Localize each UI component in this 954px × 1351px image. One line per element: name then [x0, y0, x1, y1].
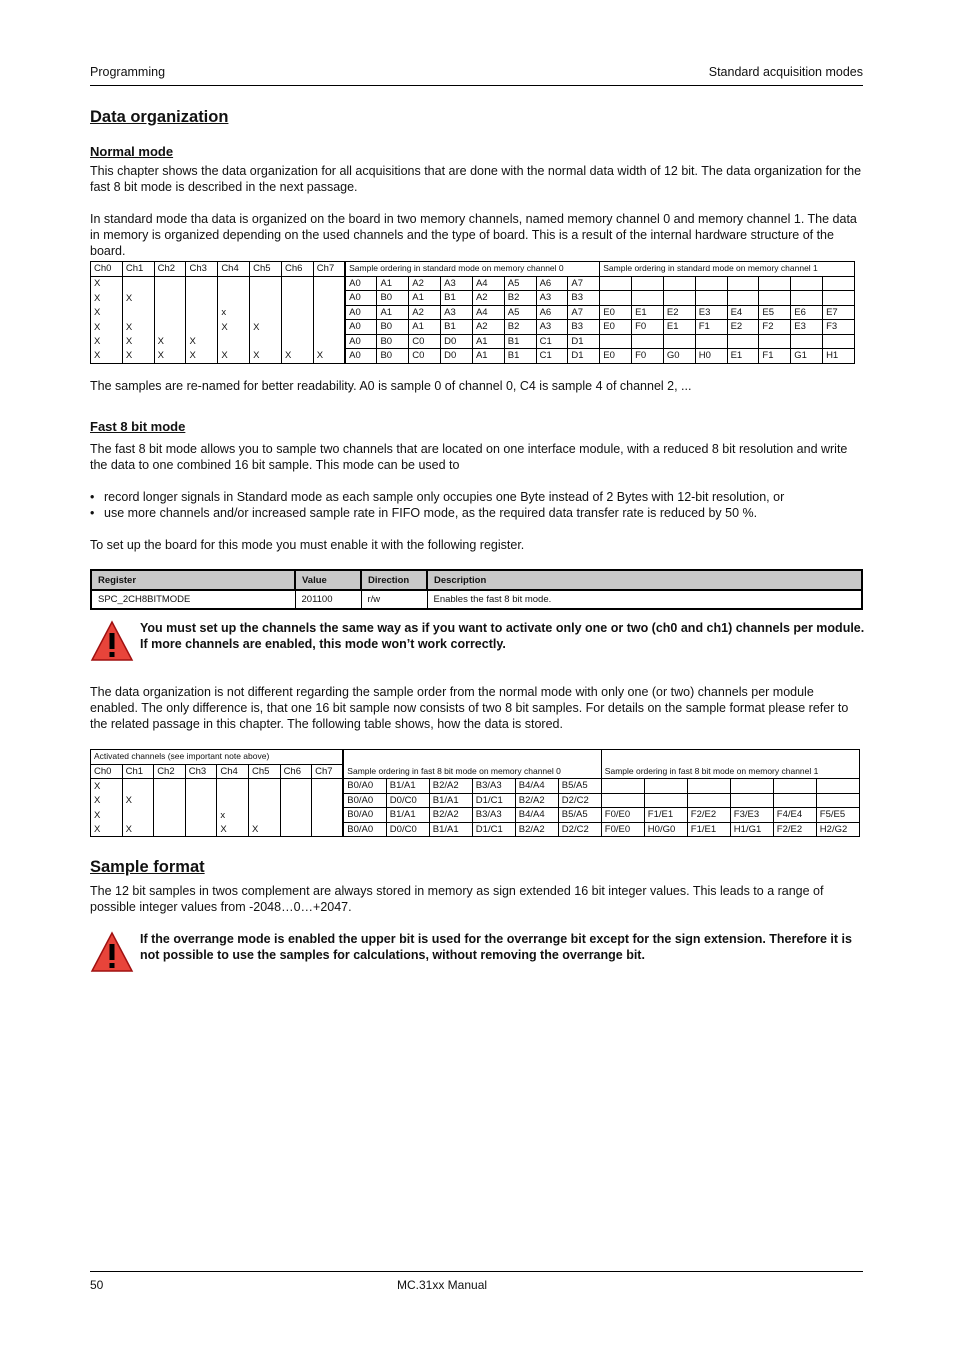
memory-0-cell: D0/C0: [386, 793, 429, 808]
memory-0-cell: B3/A3: [472, 808, 515, 823]
warning-note-overrange: [90, 931, 865, 973]
channel-cell: [217, 779, 249, 794]
memory-1-cell: [695, 334, 727, 349]
channel-cell: [218, 276, 250, 291]
channel-cell: [313, 291, 345, 306]
memory-1-cell: [823, 334, 855, 349]
memory-0-cell: A0: [345, 276, 377, 291]
header-right: Standard acquisition modes: [708, 65, 863, 79]
memory-1-cell: F2: [759, 320, 791, 335]
memory-1-cell: [727, 276, 759, 291]
channel-cell: [154, 276, 186, 291]
memory-1-cell: [791, 291, 823, 306]
memory-1-cell: H0/G0: [644, 822, 687, 837]
memory-1-cell: G0: [663, 349, 695, 364]
table-row: [91, 349, 855, 364]
memory-0-cell: B0/A0: [343, 808, 386, 823]
channel-cell: X: [186, 334, 218, 349]
memory-0-cell: A1: [409, 291, 441, 306]
channel-cell: [154, 291, 186, 306]
memory-1-cell: [730, 779, 773, 794]
memory-1-cell: E0: [600, 320, 632, 335]
channel-cell: X: [154, 349, 186, 364]
register-direction: r/w: [361, 590, 427, 609]
memory-1-cell: E3: [791, 320, 823, 335]
channel-cell: x: [217, 808, 249, 823]
memory-1-cell: H1: [823, 349, 855, 364]
memory-0-cell: A6: [536, 276, 568, 291]
channel-cell: X: [122, 320, 154, 335]
channel-cell: [312, 822, 344, 837]
channel-cell: [281, 276, 313, 291]
memory-1-cell: [601, 793, 644, 808]
memory-1-cell: [600, 291, 632, 306]
memory-1-cell: [632, 291, 664, 306]
channel-cell: X: [91, 320, 123, 335]
channel-cell: [280, 793, 312, 808]
memory-1-cell: [759, 276, 791, 291]
memory-0-cell: B2/A2: [429, 808, 472, 823]
subsection-title-normal-mode: Normal mode: [90, 144, 174, 159]
memory-0-cell: A7: [568, 305, 600, 320]
channel-cell: X: [313, 349, 345, 364]
memory-0-cell: A6: [536, 305, 568, 320]
memory-channel-0-header: Sample ordering in fast 8 bit mode on memory channel 0: [343, 764, 601, 779]
memory-0-cell: B1/A1: [386, 808, 429, 823]
memory-0-cell: B1/A1: [429, 793, 472, 808]
channel-header: Ch4: [217, 764, 249, 779]
channel-header: Ch2: [154, 764, 186, 779]
table-group-header-row: [91, 750, 860, 765]
memory-1-cell: F1/E1: [644, 808, 687, 823]
channel-cell: X: [250, 349, 282, 364]
channel-cell: X: [122, 334, 154, 349]
memory-0-cell: A0: [345, 305, 377, 320]
memory-1-cell: [727, 291, 759, 306]
channel-cell: [122, 276, 154, 291]
memory-0-cell: A0: [345, 320, 377, 335]
channel-cell: X: [91, 276, 123, 291]
register-table: [90, 569, 863, 610]
channel-cell: X: [91, 793, 123, 808]
paragraph-sample-format: The 12 bit samples in twos complement are always stored in memory as sign extended 16 bit integer values. This leads to a range of possible integer values from -2048…0…+2047.: [90, 884, 824, 914]
channel-cell: X: [250, 320, 282, 335]
table-row: [91, 808, 860, 823]
memory-1-cell: E2: [663, 305, 695, 320]
register-header-value: Value: [295, 570, 361, 590]
memory-0-cell: D2/C2: [558, 822, 601, 837]
channel-header: Ch1: [122, 262, 154, 277]
channel-cell: X: [122, 793, 154, 808]
channel-cell: X: [154, 334, 186, 349]
channel-cell: [248, 793, 280, 808]
channel-cell: [281, 305, 313, 320]
channel-header: Ch6: [280, 764, 312, 779]
header-left: Programming: [90, 65, 166, 79]
warning-triangle-icon: [90, 620, 134, 662]
memory-0-cell: D1/C1: [472, 793, 515, 808]
table-header-row: [91, 764, 860, 779]
channel-cell: X: [91, 349, 123, 364]
channel-cell: [186, 320, 218, 335]
channel-cell: [281, 291, 313, 306]
memory-0-cell: A3: [536, 291, 568, 306]
channel-cell: [312, 779, 344, 794]
channel-cell: [185, 779, 217, 794]
memory-0-cell: B1: [504, 349, 536, 364]
memory-0-cell: A3: [441, 276, 473, 291]
memory-0-cell: B0/A0: [343, 793, 386, 808]
memory-1-cell: [644, 793, 687, 808]
memory-1-cell: E3: [695, 305, 727, 320]
memory-1-cell: [601, 779, 644, 794]
memory-0-cell: D1/C1: [472, 822, 515, 837]
memory-1-cell: [632, 334, 664, 349]
table-row: [91, 320, 855, 335]
channel-cell: X: [122, 291, 154, 306]
memory-1-cell: [823, 276, 855, 291]
memory-0-cell: A0: [345, 349, 377, 364]
memory-1-cell: F2/E2: [773, 822, 816, 837]
memory-1-cell: [727, 334, 759, 349]
channel-cell: X: [91, 822, 123, 837]
channel-cell: [250, 334, 282, 349]
paragraph-fast-data-organization: The data organization is not different regarding the sample order from the normal mode with only one (or two) channels per module enabled. The only difference is, that one 16 bit sample now consists of two 8 bit samples. For details on the sample format please refer to the related passage in this chapter. The following table shows, how the data is stored.: [90, 685, 849, 731]
page-footer: [90, 1271, 863, 1292]
register-header-direction: Direction: [361, 570, 427, 590]
channel-cell: [122, 779, 154, 794]
channel-cell: [185, 822, 217, 837]
paragraph-intro: This chapter shows the data organization for all acquisitions that are done with the normal data width of 12 bit. The data organization for the fast 8 bit mode is described in the next passage.: [90, 164, 862, 194]
channel-cell: [280, 808, 312, 823]
memory-1-cell: [759, 291, 791, 306]
channel-cell: [185, 808, 217, 823]
memory-1-cell: E5: [759, 305, 791, 320]
subsection-title-fast-8bit: Fast 8 bit mode: [90, 419, 186, 434]
memory-0-cell: D2/C2: [558, 793, 601, 808]
channel-cell: [186, 276, 218, 291]
memory-1-cell: H2/G2: [816, 822, 859, 837]
memory-1-cell: [695, 291, 727, 306]
channel-cell: [154, 793, 186, 808]
memory-1-cell: F4/E4: [773, 808, 816, 823]
memory-0-cell: B0/A0: [343, 779, 386, 794]
channel-cell: X: [91, 305, 123, 320]
memory-1-cell: E6: [791, 305, 823, 320]
memory-1-cell: G1: [791, 349, 823, 364]
memory-1-cell: E1: [663, 320, 695, 335]
channel-cell: X: [91, 808, 123, 823]
table-row: [91, 822, 860, 837]
list-item: • record longer signals in Standard mode as each sample only occupies one Byte instead of 2 Bytes with 12-bit resolution, or: [90, 489, 865, 505]
channel-cell: [154, 822, 186, 837]
memory-1-cell: E0: [600, 349, 632, 364]
memory-1-cell: [663, 334, 695, 349]
memory-0-cell: A2: [409, 305, 441, 320]
memory-0-cell: B4/A4: [515, 779, 558, 794]
channel-header: Ch0: [91, 262, 123, 277]
memory-1-cell: F5/E5: [816, 808, 859, 823]
memory-1-cell: [600, 276, 632, 291]
memory-1-cell: [663, 291, 695, 306]
memory-0-cell: C0: [409, 349, 441, 364]
memory-1-cell: F3/E3: [730, 808, 773, 823]
memory-1-cell: [816, 793, 859, 808]
channel-cell: X: [122, 349, 154, 364]
memory-1-cell: [791, 276, 823, 291]
memory-0-cell: B0: [377, 334, 409, 349]
memory-0-cell: B0: [377, 349, 409, 364]
memory-1-cell: H0: [695, 349, 727, 364]
memory-1-cell: [816, 779, 859, 794]
channel-cell: X: [218, 320, 250, 335]
table-row: [91, 779, 860, 794]
page-number: 50: [90, 1278, 104, 1292]
table-row: [91, 334, 855, 349]
paragraph-renaming: The samples are re-named for better readability. A0 is sample 0 of channel 0, C4 is sample 4 of channel 2, ...: [90, 379, 692, 393]
table-row: [91, 291, 855, 306]
memory-0-cell: D1: [568, 349, 600, 364]
memory-0-cell: B2/A2: [515, 822, 558, 837]
memory-1-cell: [663, 276, 695, 291]
memory-0-cell: B0: [377, 291, 409, 306]
warning-text: You must set up the channels the same way as if you want to activate only one or two (ch0 and ch1) channels per module. If more channels are enabled, this mode won’t work correctly.: [140, 621, 865, 651]
memory-0-cell: B1: [504, 334, 536, 349]
memory-0-cell: B2: [504, 291, 536, 306]
register-description: Enables the fast 8 bit mode.: [427, 590, 862, 609]
channel-header: Ch3: [185, 764, 217, 779]
memory-1-cell: F2/E2: [687, 808, 730, 823]
channel-cell: [154, 320, 186, 335]
channel-cell: x: [218, 305, 250, 320]
list-item: • use more channels and/or increased sample rate in FIFO mode, as the required data transfer rate is reduced by 50 %.: [90, 505, 865, 521]
channel-cell: [250, 276, 282, 291]
channel-cell: [218, 291, 250, 306]
warning-text: If the overrange mode is enabled the upper bit is used for the overrange bit except for the sign extension. Therefore it is not possible to use the samples for calculations, without removing the overrange bit.: [140, 932, 852, 962]
channel-cell: [312, 808, 344, 823]
channel-cell: X: [122, 822, 154, 837]
channel-header: Ch2: [154, 262, 186, 277]
channel-header: Ch5: [248, 764, 280, 779]
memory-0-cell: D1: [568, 334, 600, 349]
memory-0-cell: A1: [409, 320, 441, 335]
warning-triangle-icon: [90, 931, 134, 973]
memory-channel-1-header: Sample ordering in standard mode on memory channel 1: [600, 262, 855, 277]
memory-1-cell: F0: [632, 349, 664, 364]
memory-1-cell: F1: [695, 320, 727, 335]
memory-0-cell: B1/A1: [429, 822, 472, 837]
channel-cell: [154, 808, 186, 823]
memory-0-cell: A2: [409, 276, 441, 291]
memory-0-cell: B3: [568, 291, 600, 306]
activated-channels-header: Activated channels (see important note above): [91, 750, 344, 765]
fast-mode-ordering-table: [90, 749, 860, 837]
memory-0-cell: A1: [472, 334, 504, 349]
channel-cell: X: [91, 779, 123, 794]
channel-header: Ch5: [250, 262, 282, 277]
memory-0-cell: C1: [536, 334, 568, 349]
memory-0-cell: A1: [377, 305, 409, 320]
channel-cell: [154, 305, 186, 320]
memory-0-cell: A7: [568, 276, 600, 291]
table-header-row: [91, 262, 855, 277]
section-title-data-organization: Data organization: [90, 108, 229, 126]
memory-0-cell: D0: [441, 334, 473, 349]
memory-0-cell: B0/A0: [343, 822, 386, 837]
memory-channel-1-header: Sample ordering in fast 8 bit mode on memory channel 1: [601, 764, 859, 779]
memory-0-cell: A3: [441, 305, 473, 320]
channel-cell: X: [91, 334, 123, 349]
channel-cell: [122, 305, 154, 320]
channel-cell: [313, 305, 345, 320]
memory-1-cell: [687, 779, 730, 794]
memory-0-cell: A4: [472, 305, 504, 320]
memory-1-cell: [823, 291, 855, 306]
memory-1-cell: [759, 334, 791, 349]
memory-1-cell: E1: [727, 349, 759, 364]
memory-0-cell: D0/C0: [386, 822, 429, 837]
memory-1-cell: [730, 793, 773, 808]
channel-cell: [185, 793, 217, 808]
memory-0-cell: A5: [504, 305, 536, 320]
channel-cell: X: [248, 822, 280, 837]
paragraph-register-setup: To set up the board for this mode you must enable it with the following register.: [90, 538, 525, 552]
channel-header: Ch7: [313, 262, 345, 277]
memory-1-cell: [773, 779, 816, 794]
warning-note-channels: [90, 620, 865, 662]
memory-channel-1-header-spacer: [601, 750, 859, 765]
channel-cell: [186, 291, 218, 306]
memory-0-cell: A5: [504, 276, 536, 291]
channel-header: Ch7: [312, 764, 344, 779]
channel-cell: [281, 320, 313, 335]
memory-channel-0-header: Sample ordering in standard mode on memory channel 0: [345, 262, 600, 277]
memory-1-cell: [687, 793, 730, 808]
channel-cell: [313, 334, 345, 349]
memory-0-cell: A1: [377, 276, 409, 291]
memory-0-cell: A2: [472, 291, 504, 306]
channel-cell: [281, 334, 313, 349]
memory-1-cell: F0: [632, 320, 664, 335]
memory-0-cell: B1: [441, 291, 473, 306]
memory-0-cell: A0: [345, 334, 377, 349]
memory-1-cell: E2: [727, 320, 759, 335]
channel-cell: [122, 808, 154, 823]
memory-1-cell: [791, 334, 823, 349]
memory-1-cell: E0: [600, 305, 632, 320]
memory-0-cell: A1: [472, 349, 504, 364]
channel-cell: [248, 808, 280, 823]
memory-0-cell: A2: [472, 320, 504, 335]
channel-cell: [313, 276, 345, 291]
channel-cell: X: [218, 349, 250, 364]
channel-cell: [218, 334, 250, 349]
channel-cell: [154, 779, 186, 794]
page-header: [90, 63, 863, 86]
memory-1-cell: F0/E0: [601, 822, 644, 837]
memory-1-cell: F3: [823, 320, 855, 335]
memory-0-cell: B3/A3: [472, 779, 515, 794]
channel-header: Ch3: [186, 262, 218, 277]
memory-1-cell: [632, 276, 664, 291]
channel-cell: X: [281, 349, 313, 364]
channel-header: Ch0: [91, 764, 123, 779]
fast-mode-uses-list: [90, 489, 865, 521]
memory-1-cell: E1: [632, 305, 664, 320]
memory-0-cell: B0: [377, 320, 409, 335]
memory-0-cell: B1/A1: [386, 779, 429, 794]
table-row: [91, 793, 860, 808]
memory-0-cell: B2/A2: [515, 793, 558, 808]
channel-header: Ch1: [122, 764, 154, 779]
memory-1-cell: F1/E1: [687, 822, 730, 837]
memory-0-cell: B4/A4: [515, 808, 558, 823]
memory-1-cell: E4: [727, 305, 759, 320]
memory-1-cell: E7: [823, 305, 855, 320]
channel-header: Ch6: [281, 262, 313, 277]
register-header-description: Description: [427, 570, 862, 590]
channel-cell: [280, 779, 312, 794]
memory-1-cell: H1/G1: [730, 822, 773, 837]
channel-cell: [280, 822, 312, 837]
register-value: 201100: [295, 590, 361, 609]
memory-0-cell: B2/A2: [429, 779, 472, 794]
channel-cell: X: [186, 349, 218, 364]
memory-0-cell: A3: [536, 320, 568, 335]
channel-cell: [217, 793, 249, 808]
channel-cell: [250, 291, 282, 306]
channel-cell: [250, 305, 282, 320]
section-title-sample-format: Sample format: [90, 858, 205, 876]
channel-cell: X: [91, 291, 123, 306]
memory-0-cell: B3: [568, 320, 600, 335]
memory-0-cell: A0: [345, 291, 377, 306]
paragraph-fast-8bit: The fast 8 bit mode allows you to sample two channels that are located on one interface module, with a reduced 8 bit resolution and write the data to one combined 16 bit sample. This mode can be used to: [90, 442, 848, 472]
table-row: [91, 590, 862, 609]
memory-1-cell: F0/E0: [601, 808, 644, 823]
channel-cell: [312, 793, 344, 808]
standard-mode-ordering-table: [90, 261, 855, 364]
memory-0-cell: B1: [441, 320, 473, 335]
channel-cell: [313, 320, 345, 335]
channel-cell: X: [217, 822, 249, 837]
memory-0-cell: D0: [441, 349, 473, 364]
channel-cell: [248, 779, 280, 794]
memory-1-cell: [644, 779, 687, 794]
register-name: SPC_2CH8BITMODE: [91, 590, 295, 609]
memory-1-cell: [773, 793, 816, 808]
memory-0-cell: A4: [472, 276, 504, 291]
table-row: [91, 305, 855, 320]
table-row: [91, 276, 855, 291]
memory-0-cell: C1: [536, 349, 568, 364]
memory-0-cell: C0: [409, 334, 441, 349]
register-header-register: Register: [91, 570, 295, 590]
memory-1-cell: [695, 276, 727, 291]
manual-title: MC.31xx Manual: [397, 1278, 488, 1292]
channel-cell: [186, 305, 218, 320]
channel-header: Ch4: [218, 262, 250, 277]
memory-1-cell: [600, 334, 632, 349]
memory-0-cell: B5/A5: [558, 808, 601, 823]
paragraph-memory-channels: In standard mode tha data is organized on the board in two memory channels, named memory channel 0 and memory channel 1. The data in memory is organized depending on the used channels and the type of board. This is a result of the internal hardware structure of the board.: [90, 212, 857, 258]
memory-channel-0-header-spacer: [343, 750, 601, 765]
memory-0-cell: B2: [504, 320, 536, 335]
memory-0-cell: B5/A5: [558, 779, 601, 794]
memory-1-cell: F1: [759, 349, 791, 364]
